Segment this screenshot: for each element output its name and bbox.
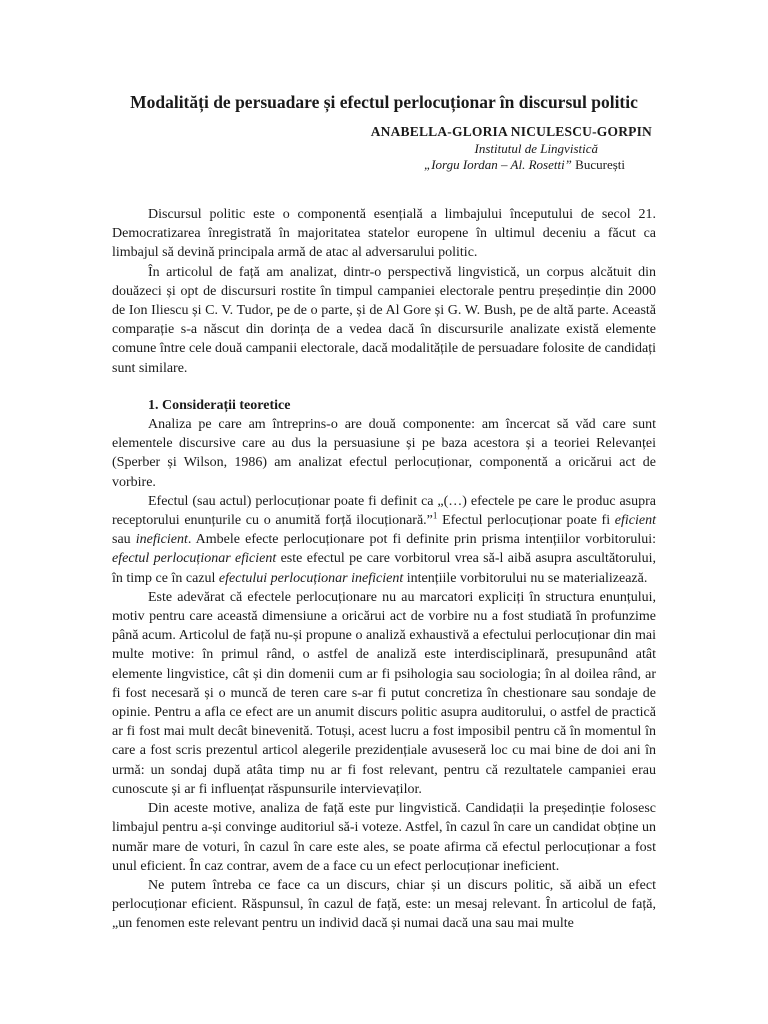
p2-text-b: Efectul perlocuționar poate fi <box>437 513 615 529</box>
p2-text-a: Efectul (sau actul) perlocuționar poate fi definit ca „(…) efectele pe care le produc asupra receptorului enunțurile cu o anumită forță ilocuționară.” <box>112 493 656 529</box>
intro-paragraph-1: Discursul politic este o componentă esențială a limbajului începutului de secol 21. Democratizarea înregistrată în majoritatea statelor europene în ultimul deceniu a făcut ca limbajul să devină principala armă de atac al adversarului politic. <box>112 207 656 261</box>
section-paragraph-4: Din aceste motive, analiza de față este pur lingvistică. Candidații la președinție folosesc limbajul pentru a-și convinge auditoriul să-i voteze. Astfel, în cazul în care un candidat obține un număr mare de voturi, în cazul în care este ales, se poate afirma că efectul perlocuționar a fost unul eficient. În caz contrar, avem de a face cu un efect perlocuționar ineficient. <box>112 801 656 874</box>
section-paragraph-2 <box>112 492 656 588</box>
term-efect-ineficient: efectului perlocuționar ineficient <box>218 570 404 586</box>
p2-text-d: . Ambele efecte perlocuționare pot fi definite prin prisma intențiilor vorbitorului: <box>187 532 656 548</box>
author-institute-address <box>0 157 768 173</box>
p2-text-e: este efectul pe care vorbitorul vrea să-l aibă asupra ascultătorului, în timp ce în cazul <box>112 551 656 586</box>
section-paragraph-3: Este adevărat că efectele perlocuționare nu au marcatori expliciți în structura enunțului, motiv pentru care această dimensiune a oricărui act de vorbire nu a fost studiată în profunzime până acum. Articolul de față nu-și propune o analiză exhaustivă a efectului perlocuționar din mai multe motive: în primul rând, o astfel de analiză este interdisciplinară, presupunând atât elemente lingvistice, cât și din domenii cum ar fi psihologia sau sociologia; în al doilea rând, ar fi fost necesară și o muncă de teren care s-ar fi putut concretiza în chestionare sau sondaje de opinie. Pentru a afla ce efect are un anumit discurs politic asupra auditorului, o astfel de practică ar fi fost mai mult decât binevenită. Totuși, acest lucru a fost imposibil pentru că în momentul în care a fost scris prezentul articol alegerile prezidențiale avuseseră loc cu mai bine de doi ani în urmă: un sondaj după atâta timp nu ar fi fost relevant, pentru că rezultatele campaniei erau cunoscute și ar fi influențat răspunsurile intervievaților. <box>112 589 656 797</box>
footnote-marker: 1 <box>432 510 438 521</box>
author-institution: Institutul de Lingvistică <box>474 141 598 156</box>
term-ineficient: ineficient <box>135 532 188 548</box>
intro-paragraph-2: În articolul de față am analizat, dintr-o perspectivă lingvistică, un corpus alcătuit din douăzeci și opt de discursuri rostite în timpul campaniei electorale pentru președinție din 2000 de Ion Iliescu și C. V. Tudor, pe de o parte, și de Al Gore și G. W. Bush, pe de altă parte. Această comparație s-a născut din dorința de a vedea dacă în discursurile analizate există elemente comune între cele două campanii electorale, dacă modalitățile de persuadare folosite de candidați sunt similare. <box>112 264 656 376</box>
author-name: ANABELLA-GLORIA NICULESCU-GORPIN <box>370 124 652 139</box>
institute-city: București <box>571 157 625 172</box>
paper-title: Modalități de persuadare și efectul perlocuționar în discursul politic <box>130 92 638 112</box>
article-body <box>112 205 656 934</box>
p2-text-c: sau <box>112 532 136 548</box>
term-eficient: eficient <box>614 513 656 529</box>
section-paragraph-1: Analiza pe care am întreprins-o are două componente: am încercat să văd care sunt elementele discursive care au dus la persuasiune și pe baza acestora și a teoriei Relevanței (Sperber și Wilson, 1986) am analizat efectul perlocuționar, componentă a oricărui act de vorbire. <box>112 417 656 490</box>
section-paragraph-5: Ne putem întreba ce face ca un discurs, chiar și un discurs politic, să aibă un efect perlocuționar eficient. Răspunsul, în cazul de față, este: un mesaj relevant. În articolul de față, „un fenomen este relevant pentru un individ dacă și numai dacă una sau mai multe <box>112 877 656 932</box>
section-heading: 1. Considerații teoretice <box>148 397 291 413</box>
term-efect-eficient: efectul perlocuționar eficient <box>112 551 277 567</box>
p2-text-f: intențiile vorbitorului nu se materializează. <box>403 570 648 586</box>
institute-name: „Iorgu Iordan – Al. Rosetti” <box>423 157 572 172</box>
